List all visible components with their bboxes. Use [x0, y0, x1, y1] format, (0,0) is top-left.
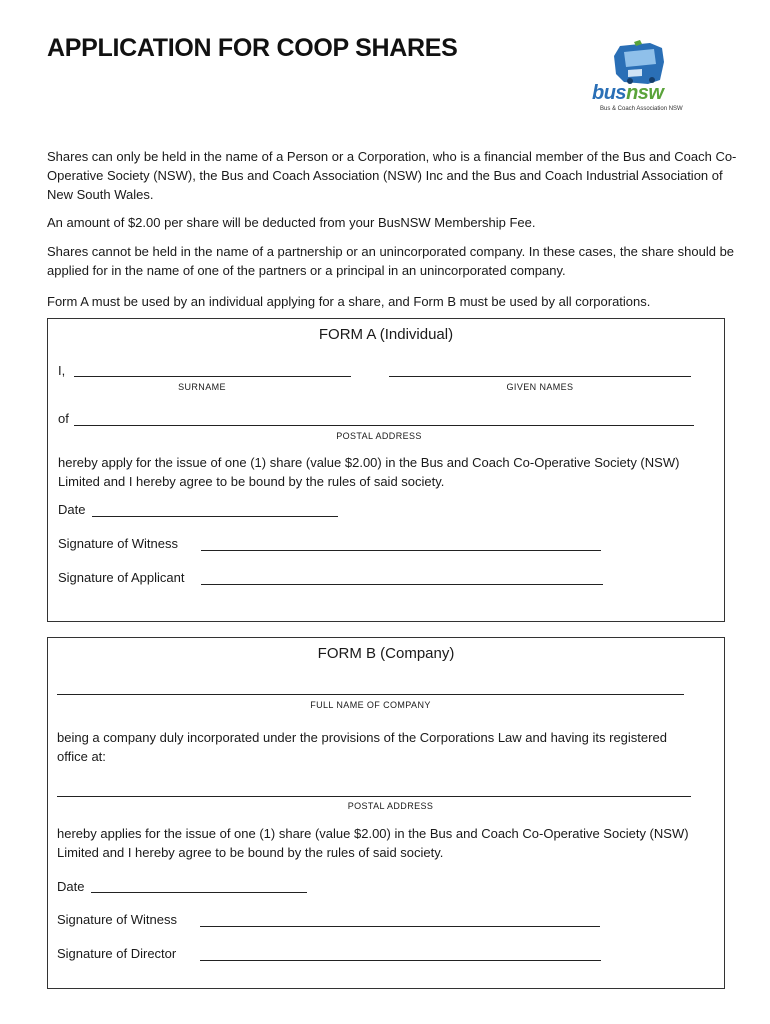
surname-caption: SURNAME — [178, 382, 226, 392]
form-b-date-label: Date — [57, 879, 85, 894]
company-name-caption: FULL NAME OF COMPANY — [310, 700, 431, 710]
form-a-heading: FORM A (Individual) — [318, 326, 454, 343]
form-a-i-label: I, — [58, 363, 66, 378]
form-a-date-label: Date — [58, 502, 86, 517]
form-b-witness-label: Signature of Witness — [57, 912, 177, 927]
surname-field[interactable] — [74, 376, 351, 377]
logo-subtitle: Bus & Coach Association NSW — [600, 106, 683, 112]
given-names-caption: GIVEN NAMES — [506, 382, 574, 392]
form-a-statement: hereby apply for the issue of one (1) share (value $2.00) in the Bus and Coach Co-Operative Society (NSW) Limited and I hereby agree to be bound by the rules of said society. — [58, 455, 680, 489]
form-b-witness-signature-field[interactable] — [200, 926, 600, 927]
intro-paragraph-1: Shares can only be held in the name of a Person or a Corporation, who is a financial member of the Bus and Coach Co-Operative Society (NSW), the Bus and Coach Association (NSW) Inc and the Bus and Coach Industrial Association of New South Wales. — [47, 149, 737, 202]
logo-wordmark: busnsw — [592, 82, 664, 104]
form-a-postal-address-field[interactable] — [74, 425, 694, 426]
form-b-box — [47, 637, 725, 989]
form-b-date-field[interactable] — [91, 892, 307, 893]
form-b-postal-address-field[interactable] — [57, 796, 691, 797]
given-names-field[interactable] — [389, 376, 691, 377]
form-b-postal-caption: POSTAL ADDRESS — [347, 801, 434, 811]
intro-paragraph-3: Shares cannot be held in the name of a partnership or an unincorporated company. In these cases, the share should be applied for in the name of one of the partners or a principal in an unincorporated company. — [47, 244, 735, 278]
form-a-applicant-label: Signature of Applicant — [58, 570, 185, 585]
form-b-heading: FORM B (Company) — [317, 645, 455, 662]
form-b-director-label: Signature of Director — [57, 946, 177, 961]
form-a-postal-caption: POSTAL ADDRESS — [336, 431, 422, 441]
form-a-witness-label: Signature of Witness — [58, 536, 178, 551]
form-a-date-field[interactable] — [92, 516, 338, 517]
busnsw-logo — [590, 40, 700, 118]
form-a-of-label: of — [58, 411, 69, 426]
form-a-applicant-signature-field[interactable] — [201, 584, 603, 585]
form-b-incorporated-text: being a company duly incorporated under the provisions of the Corporations Law and having its registered office at: — [57, 730, 667, 764]
form-b-director-signature-field[interactable] — [200, 960, 601, 961]
company-name-field[interactable] — [57, 694, 684, 695]
form-a-witness-signature-field[interactable] — [201, 550, 601, 551]
intro-paragraph-2: An amount of $2.00 per share will be deducted from your BusNSW Membership Fee. — [47, 215, 536, 230]
form-b-statement: hereby applies for the issue of one (1) share (value $2.00) in the Bus and Coach Co-Operative Society (NSW) Limited and I hereby agree to be bound by the rules of said society. — [57, 826, 689, 860]
page-title: APPLICATION FOR COOP SHARES — [47, 34, 458, 62]
intro-paragraph-4: Form A must be used by an individual applying for a share, and Form B must be used by all corporations. — [47, 294, 651, 309]
